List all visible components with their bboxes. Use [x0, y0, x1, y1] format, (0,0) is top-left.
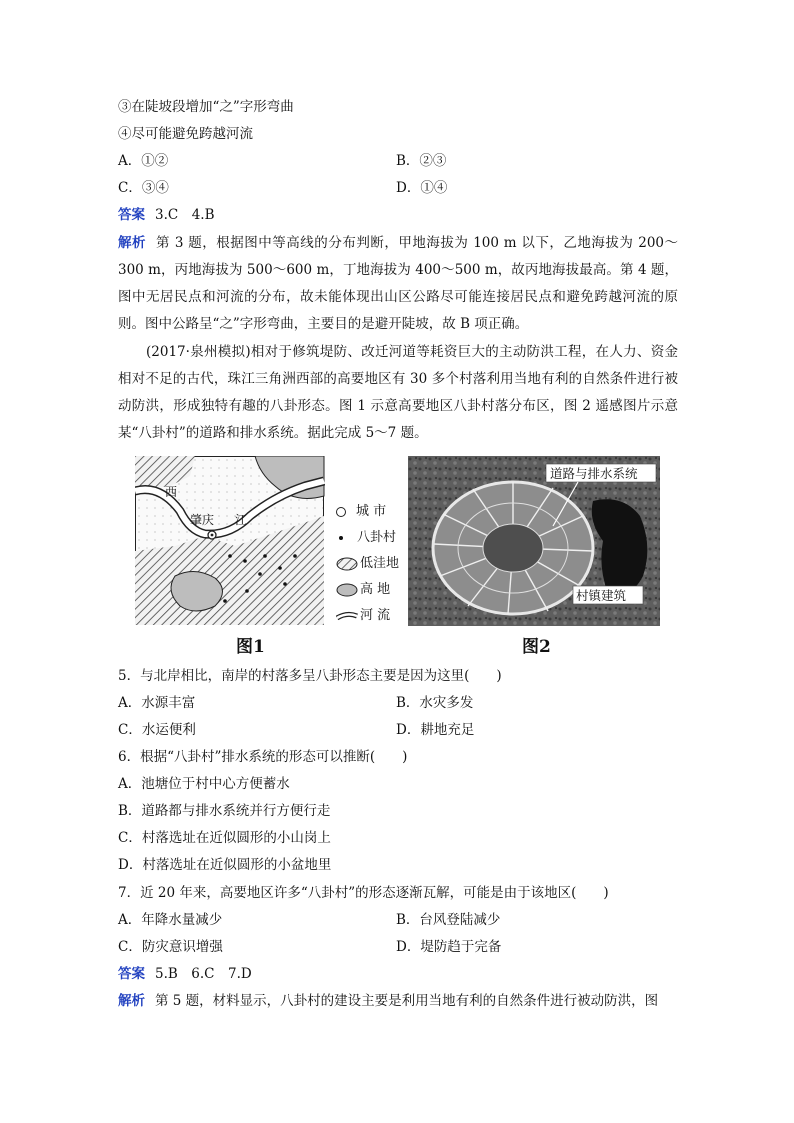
legend-river: [336, 604, 390, 623]
label-building: 村镇建筑: [576, 588, 627, 603]
legend-label: 八卦村: [357, 530, 397, 545]
figure-1-map: [135, 456, 325, 626]
analysis-text: 第 3 题，根据图中等高线的分布判断，甲地海拔为 100 m 以下，乙地海拔为 200～300 m，丙地海拔为 500～600 m，丁地海拔为 400～500 m，故丙地海拔最高。第 4 题，图中无居民点和河流的分布，故未能体现出山区公路尽可能连接居民点和避免跨越河流的原则。图中公路呈“之”字形弯曲，主要目的是避开陡坡，故 B 项正确。: [118, 235, 679, 332]
answer-block-2: [118, 964, 252, 984]
q5-choice-c: C．水运便利: [118, 722, 196, 738]
highland-area: [171, 571, 223, 611]
analysis-block-2: [118, 991, 658, 1011]
q4-choice-b: B．②③: [396, 153, 447, 169]
answer-label: 答案: [118, 966, 145, 982]
q6-choice-b: B．道路都与排水系统并行方便行走: [118, 803, 331, 819]
q7-choice-b: B．台风登陆减少: [396, 912, 501, 928]
river-legend-icon: [336, 609, 358, 623]
lowland-legend-icon: [336, 557, 358, 571]
figure-1-caption: 图1: [236, 637, 265, 657]
q7-choice-a: A．年降水量减少: [118, 912, 223, 928]
passage-text: (2017·泉州模拟)相对于修筑堤防、改迁河道等耗资巨大的主动防洪工程，在人力、资金相对不足的古代，珠江三角洲西部的高要地区有 30 多个村落利用当地有利的自然条件进行被动防洪，形成独特有趣的八卦形态。图 1 示意高要地区八卦村落分布区，图 2 遥感图片示意某“八卦村”的道路和排水系统。据此完成 5～7 题。: [118, 344, 678, 441]
legend-lowland: [336, 552, 399, 571]
village-legend-icon: [339, 536, 343, 540]
q6-choice-d: D．村落选址在近似圆形的小盆地里: [118, 857, 332, 873]
q5-choice-b: B．水灾多发: [396, 695, 474, 711]
q7-stem: 7．近 20 年来，高要地区许多“八卦村”的形态逐渐瓦解，可能是由于该地区( ): [118, 885, 609, 901]
label-road: 道路与排水系统: [550, 466, 638, 481]
legend-label: 城 市: [356, 504, 387, 519]
label-xi: 西: [165, 485, 178, 499]
q4-choice-d: D．①④: [396, 180, 448, 196]
answer-block-1: [118, 205, 215, 225]
answer-text: 5.B 6.C 7.D: [155, 966, 252, 982]
legend-label: 低洼地: [360, 556, 400, 571]
label-zhaoqing: 肇庆: [190, 513, 215, 527]
figure-2-satellite-image: [408, 456, 660, 626]
q5-stem: 5．与北岸相比，南岸的村落多呈八卦形态主要是因为这里( ): [118, 668, 502, 684]
analysis-label: 解析: [118, 235, 147, 251]
q6-choice-c: C．村落选址在近似圆形的小山岗上: [118, 830, 331, 846]
q4-choice-c: C．③④: [118, 180, 169, 196]
label-jiang: 江: [235, 513, 248, 527]
q4-option-3: ③在陡坡段增加“之”字形弯曲: [118, 99, 294, 115]
figure-2-caption: 图2: [522, 637, 551, 657]
q6-choice-a: A．池塘位于村中心方便蓄水: [118, 776, 290, 792]
city-legend-icon: [336, 507, 346, 517]
analysis-block-1: [118, 230, 678, 338]
legend-village: [336, 526, 396, 545]
q5-choice-d: D．耕地充足: [396, 722, 475, 738]
q7-choice-d: D．堤防趋于完备: [396, 939, 502, 955]
analysis-label: 解析: [118, 993, 145, 1009]
q4-choice-a: A．①②: [118, 153, 169, 169]
answer-label: 答案: [118, 207, 145, 223]
legend-label: 高 地: [360, 582, 391, 597]
q4-option-4: ④尽可能避免跨越河流: [118, 126, 253, 142]
legend-highland: [336, 578, 390, 597]
legend-label: 河 流: [360, 608, 391, 623]
q7-choice-c: C．防灾意识增强: [118, 939, 223, 955]
answer-text: 3.C 4.B: [155, 207, 215, 223]
analysis-text: 第 5 题，材料显示，八卦村的建设主要是利用当地有利的自然条件进行被动防洪，图: [155, 993, 659, 1009]
legend-city: [336, 500, 386, 519]
q6-stem: 6．根据“八卦村”排水系统的形态可以推断( ): [118, 749, 408, 765]
q5-choice-a: A．水源丰富: [118, 695, 196, 711]
highland-legend-icon: [336, 583, 358, 597]
